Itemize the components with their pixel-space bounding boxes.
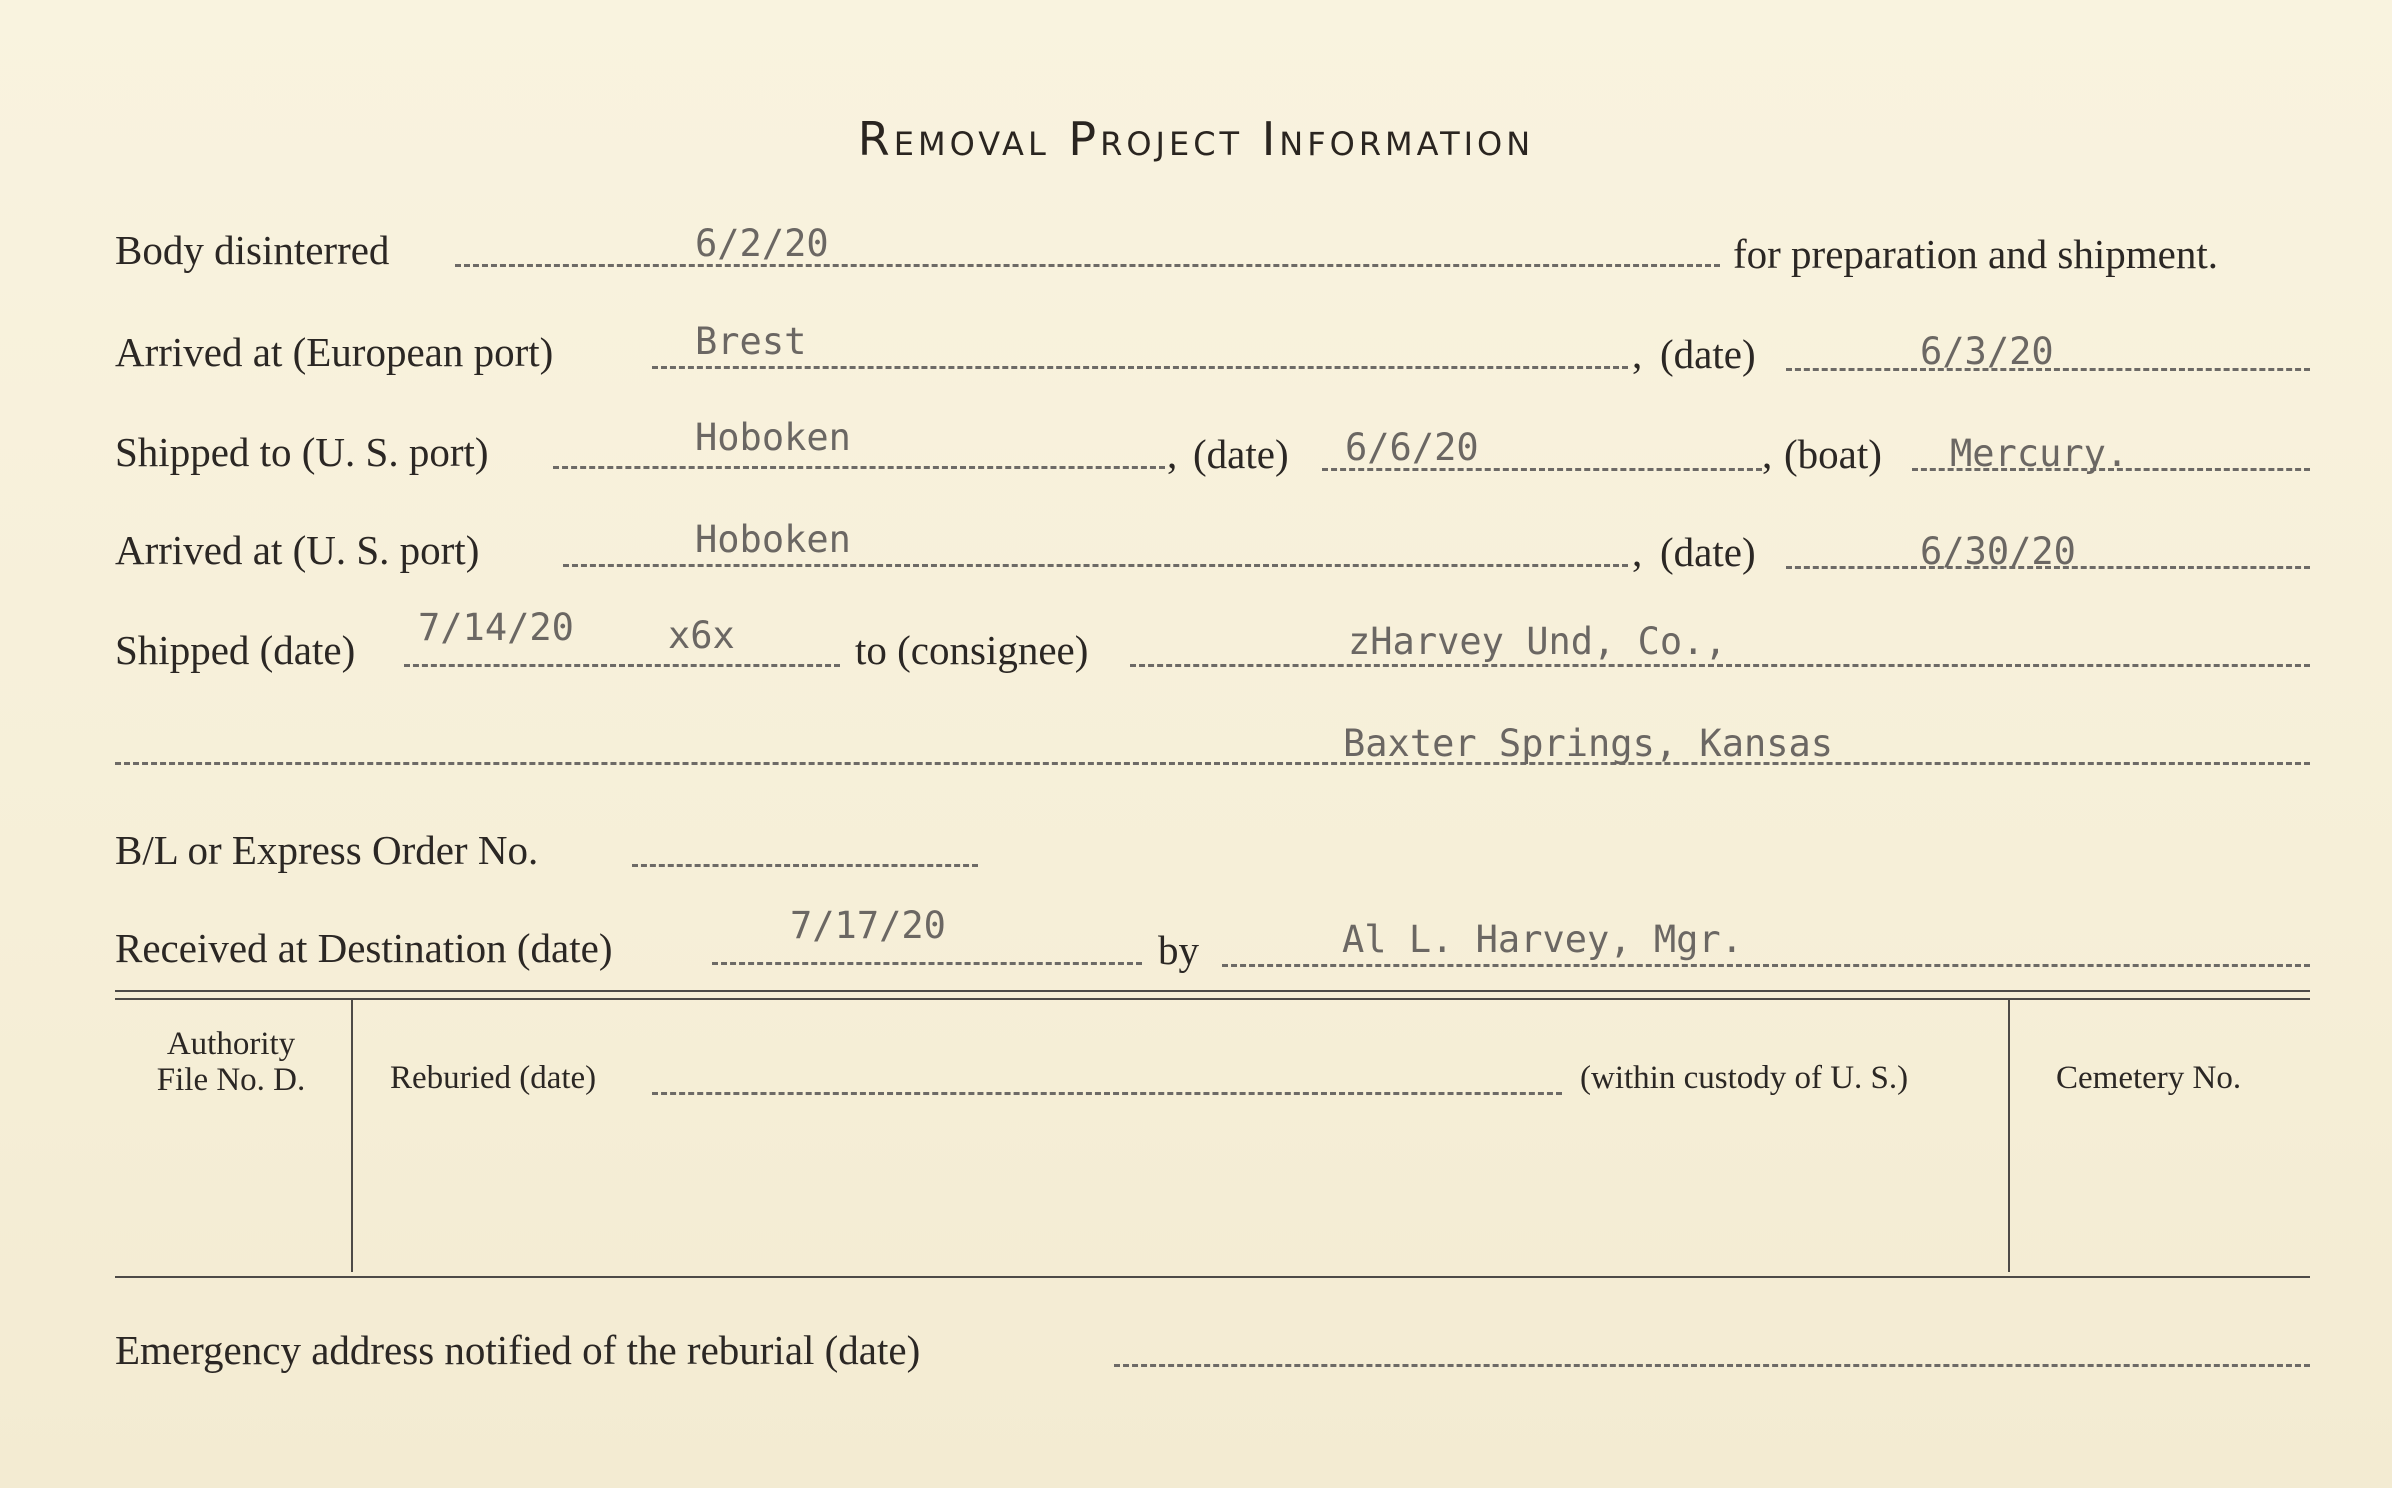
shipped-consignee-date-line <box>404 664 840 667</box>
consignee-address-line <box>115 762 2310 765</box>
emergency-date-line <box>1114 1364 2310 1367</box>
shipped-consignee-date-value: 7/14/20 <box>418 606 574 649</box>
comma-4: , <box>1632 529 1643 575</box>
comma-1: , <box>1632 331 1643 377</box>
shipped-to-us-port-label: Shipped to (U. S. port) <box>115 429 489 475</box>
comma-3: , <box>1762 431 1773 477</box>
box-divider-right <box>2008 1000 2010 1272</box>
emergency-address-label: Emergency address notified of the reburial (date) <box>115 1327 921 1373</box>
box-divider-left <box>351 1000 353 1272</box>
box-bottom-rule <box>115 1276 2310 1278</box>
us-arrival-date-label: (date) <box>1660 529 1756 575</box>
box-top-rule-1 <box>115 990 2310 992</box>
authority-label-line1: Authority <box>166 1026 296 1062</box>
page-title: Removal Project Information <box>857 112 1535 166</box>
shipped-extra-value: x6x <box>668 614 735 657</box>
authority-label-line2: File No. D. <box>156 1062 306 1098</box>
disinterred-date-value: 6/2/20 <box>695 222 829 265</box>
received-date-line <box>712 962 1142 965</box>
shipped-date-label: (date) <box>1193 431 1289 477</box>
consignee-address-value: Baxter Springs, Kansas <box>1343 722 1834 765</box>
us-arrival-date-value: 6/30/20 <box>1920 530 2076 573</box>
shipped-consignee-date-label: Shipped (date) <box>115 627 356 673</box>
by-label: by <box>1158 927 1199 973</box>
european-date-label: (date) <box>1660 331 1756 377</box>
received-date-value: 7/17/20 <box>790 904 946 947</box>
comma-2: , <box>1167 431 1178 477</box>
arrived-us-port-line <box>563 564 1628 567</box>
received-by-line <box>1222 964 2310 967</box>
boat-value: Mercury. <box>1950 432 2129 475</box>
european-port-line <box>652 366 1628 369</box>
consignee-line <box>1130 664 2310 667</box>
arrived-european-port-label: Arrived at (European port) <box>115 329 554 375</box>
body-disinterred-line <box>455 264 1720 267</box>
within-custody-label: (within custody of U. S.) <box>1580 1060 1909 1096</box>
reburied-date-line <box>652 1092 1562 1095</box>
reburied-date-label: Reburied (date) <box>390 1060 597 1096</box>
consignee-value: zHarvey Und, Co., <box>1348 620 1727 663</box>
us-port-shipped-value: Hoboken <box>695 416 851 459</box>
body-disinterred-label: Body disinterred <box>115 227 390 273</box>
us-port-arrived-value: Hoboken <box>695 518 851 561</box>
to-consignee-label: to (consignee) <box>855 627 1089 673</box>
european-date-value: 6/3/20 <box>1920 330 2054 373</box>
authority-file-label <box>120 1026 342 1098</box>
for-preparation-label: for preparation and shipment. <box>1733 231 2219 277</box>
arrived-us-port-label: Arrived at (U. S. port) <box>115 527 480 573</box>
shipped-to-port-line <box>553 466 1165 469</box>
boat-label: (boat) <box>1784 431 1882 477</box>
bl-express-order-label: B/L or Express Order No. <box>115 827 539 873</box>
bl-express-order-line <box>632 864 978 867</box>
european-port-value: Brest <box>695 320 807 363</box>
received-destination-label: Received at Destination (date) <box>115 925 613 971</box>
received-by-value: Al L. Harvey, Mgr. <box>1342 918 1743 961</box>
cemetery-no-label: Cemetery No. <box>2056 1060 2242 1096</box>
box-top-rule-2 <box>115 998 2310 1000</box>
shipped-date-value: 6/6/20 <box>1345 426 1479 469</box>
